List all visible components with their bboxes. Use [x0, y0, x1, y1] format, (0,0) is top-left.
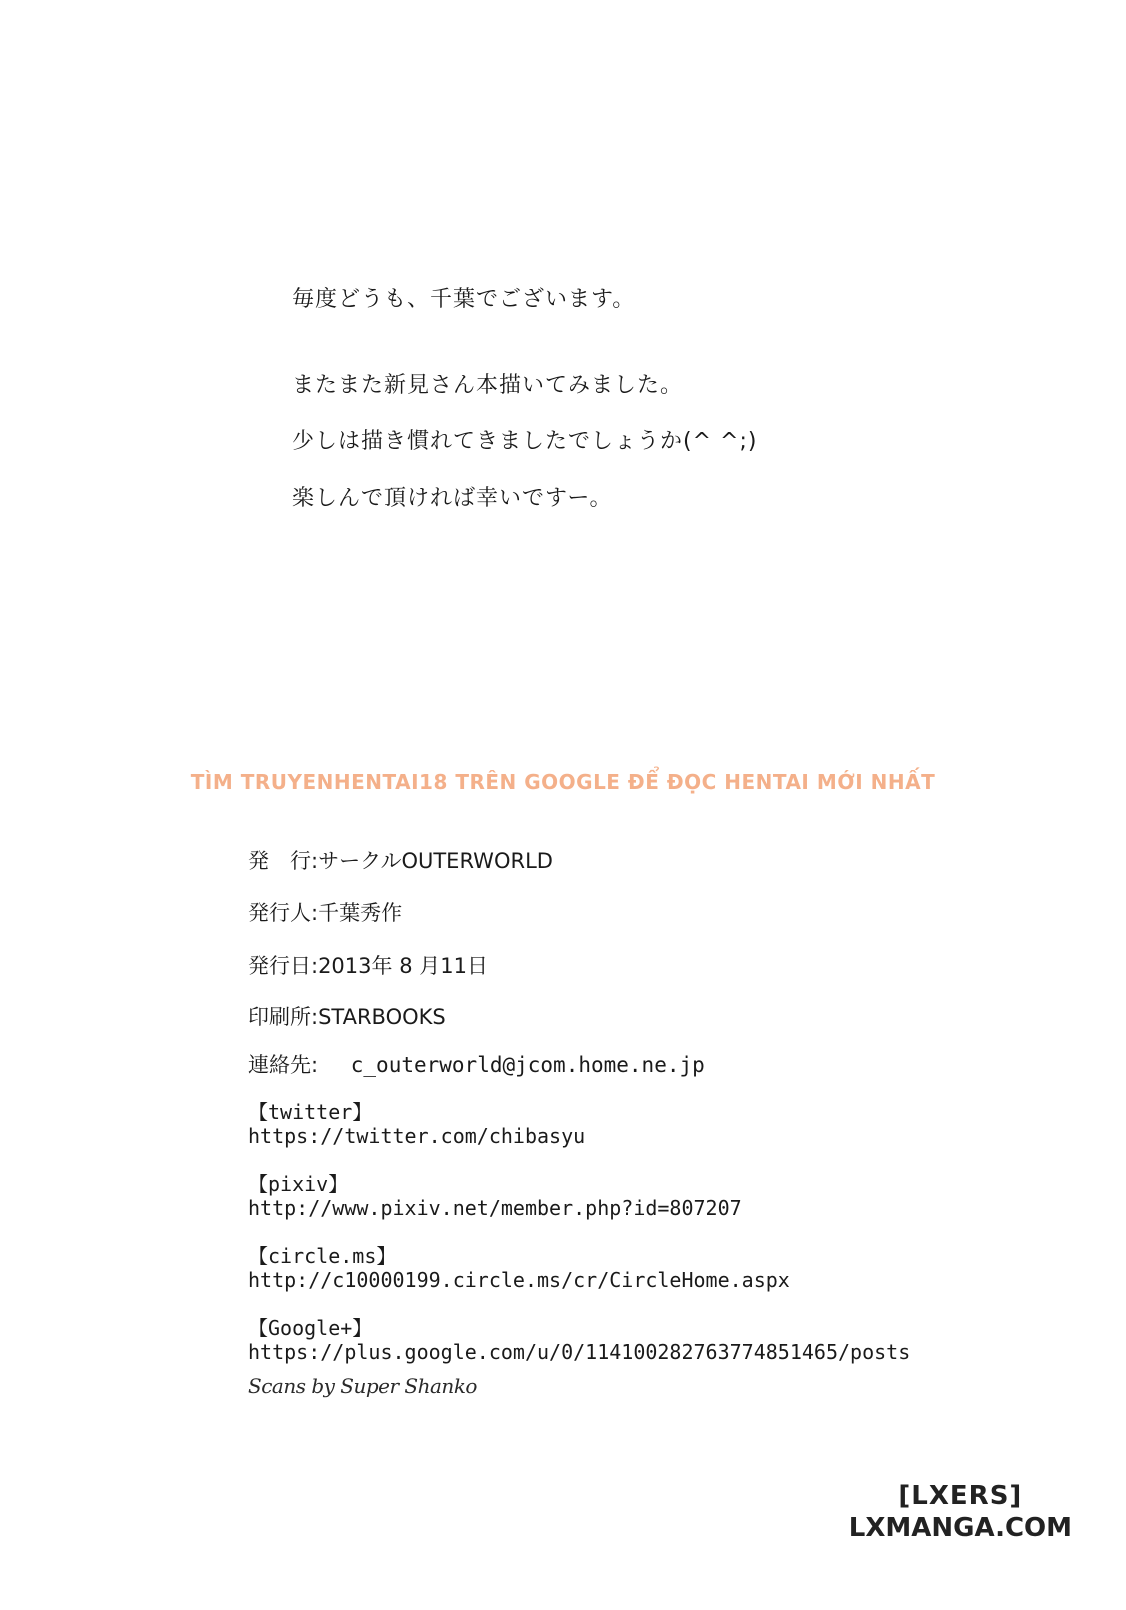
logo-top-text: [LXERS] — [898, 1481, 1023, 1511]
publish-date-line: 発行日:2013年 8 月11日 — [248, 954, 488, 978]
contact-email: c_outerworld@jcom.home.ne.jp — [350, 1053, 705, 1077]
publisher-line: 発 行:サークルOUTERWORLD — [248, 849, 553, 873]
link-block-circle-ms — [248, 1244, 790, 1292]
contact-line — [248, 1050, 705, 1080]
logo-bottom-text: LXMANGA.COM — [848, 1513, 1072, 1543]
printer-line: 印刷所:STARBOOKS — [248, 1005, 446, 1029]
issuer-line: 発行人:千葉秀作 — [248, 901, 403, 925]
greeting-line-2: またまた新見さん本描いてみました。 — [292, 373, 684, 398]
greeting-line-1: 毎度どうも、千葉でございます。 — [292, 287, 636, 312]
link-url-google-plus: https://plus.google.com/u/0/114100282763774851465/posts — [248, 1340, 911, 1364]
link-label-pixiv: 【pixiv】 — [248, 1172, 349, 1196]
link-block-twitter — [248, 1100, 585, 1148]
link-label-google-plus: 【Google+】 — [248, 1316, 373, 1340]
scans-credit: Scans by Super Shanko — [248, 1374, 477, 1398]
site-watermark: TÌM TRUYENHENTAI18 TRÊN GOOGLE ĐỂ ĐỌC HENTAI MỚI NHẤT — [190, 770, 936, 794]
link-label-circle-ms: 【circle.ms】 — [248, 1244, 397, 1268]
contact-label: 連絡先: — [248, 1053, 319, 1077]
link-label-twitter: 【twitter】 — [248, 1100, 373, 1124]
link-url-circle-ms: http://c10000199.circle.ms/cr/CircleHome.aspx — [248, 1268, 790, 1292]
site-logo — [849, 1480, 1072, 1544]
greeting-line-3: 少しは描き慣れてきましたでしょうか(^ ^;) — [292, 429, 758, 454]
link-block-google-plus — [248, 1316, 910, 1364]
greeting-line-4: 楽しんで頂ければ幸いですー。 — [292, 486, 613, 511]
link-url-pixiv: http://www.pixiv.net/member.php?id=807207 — [248, 1196, 742, 1220]
link-url-twitter: https://twitter.com/chibasyu — [248, 1124, 586, 1148]
link-block-pixiv — [248, 1172, 742, 1220]
